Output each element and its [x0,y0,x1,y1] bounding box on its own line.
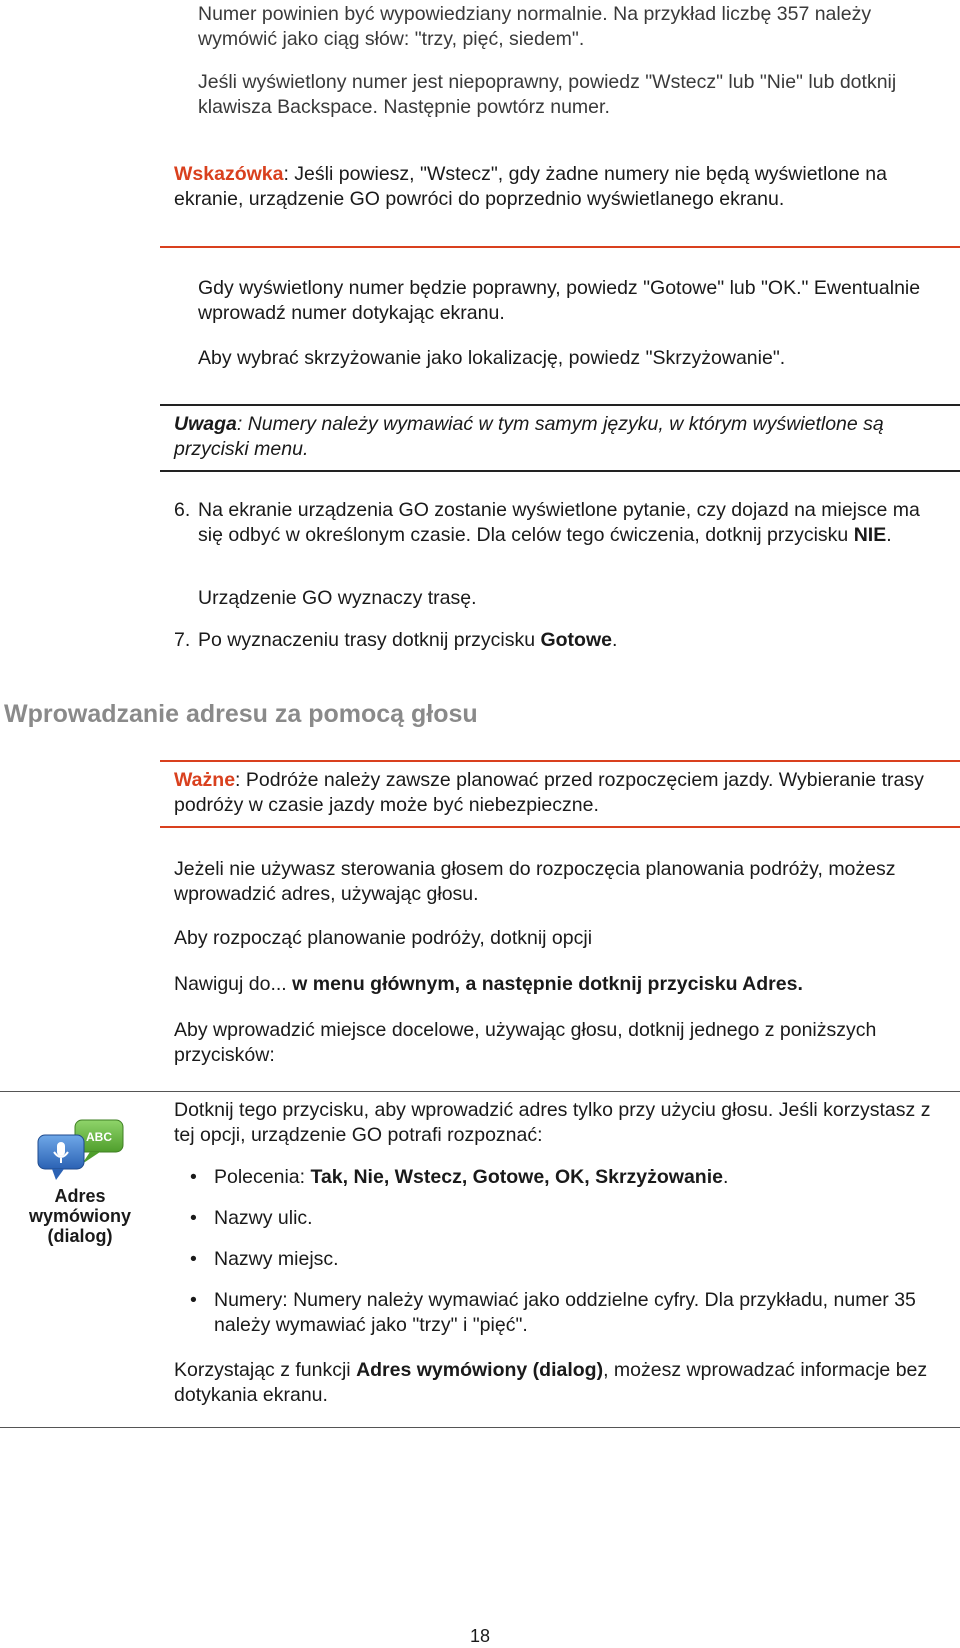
paragraph-voice-address: Jeżeli nie używasz sterowania głosem do rozpoczęcia planowania podróży, możesz wprowadzić adres, używając głosu. [174,858,896,905]
tip-text: : Jeśli powiesz, "Wstecz", gdy żadne numery nie będą wyświetlone na ekranie, urządzenie GO powróci do poprzednio wyświetlanego ekranu. [174,163,887,210]
paragraph-number-pronunciation: Numer powinien być wypowiedziany normalnie. Na przykład liczbę 357 należy wymówić jako ciąg słów: "trzy, pięć, siedem". [198,3,872,50]
tip-label: Wskazówka [174,163,284,185]
spoken-address-outro [174,1358,949,1408]
important-text: : Podróże należy zawsze planować przed rozpoczęciem jazdy. Wybieranie trasy podróży w czasie jazdy może być niebezpieczne. [174,769,924,816]
navigate-to-instruction: w menu głównym, a następnie dotknij przycisku Adres. [286,973,803,995]
paragraph-choose-button: Aby wprowadzić miejsce docelowe, używając głosu, dotknij jednego z poniższych przycisków: [174,1019,877,1066]
numbers-item: Numery: Numery należy wymawiać jako oddzielne cyfry. Dla przykładu, numer 35 należy wymawiać jako "trzy" i "pięć". [214,1289,916,1336]
outro-end: , możesz wprowadzać informacje bez dotykania ekranu. [174,1359,928,1406]
table-divider-bottom [0,1427,960,1428]
bullet: • [190,1166,197,1188]
important-note [174,768,949,818]
list-item [174,1247,944,1272]
navigate-to-ref: Nawiguj do... [174,973,287,995]
table-divider-top [0,1091,960,1092]
tip-divider [160,246,960,248]
page-number: 18 [469,1626,491,1646]
abc-text: ABC [86,1130,112,1144]
spoken-address-button[interactable] [30,1110,130,1180]
step-6-number: 6. [174,499,191,521]
places-item: Nazwy miejsc. [214,1248,339,1270]
bullet: • [190,1289,197,1311]
spoken-address-caption: Adres wymówiony (dialog) [28,1186,131,1246]
list-item [174,1206,944,1231]
note [174,412,949,462]
list-item [174,1288,944,1338]
step-6-text [198,498,948,548]
step-6-result: Urządzenie GO wyznaczy trasę. [198,587,477,609]
step-6-end: . [886,524,892,546]
commands-end: . [722,1166,729,1188]
step-6-body: Na ekranie urządzenia GO zostanie wyświetlone pytanie, czy dojazd na miejsce ma się odbyć w określonym czasie. Dla celów tego ćwiczenia, dotknij przycisku [198,499,920,546]
note-label: Uwaga [174,413,237,435]
commands-values: Tak, Nie, Wstecz, Gotowe, OK, Skrzyżowanie [310,1166,723,1188]
nie-button-ref: NIE [853,524,887,546]
list-item [174,1165,944,1190]
paragraph-number-correct: Gdy wyświetlony numer będzie poprawny, powiedz "Gotowe" lub "OK." Ewentualnie wprowadź numer dotykając ekranu. [198,277,921,324]
streets-item: Nazwy ulic. [214,1207,313,1229]
paragraph-start-planning: Aby rozpocząć planowanie podróży, dotknij opcji [174,927,593,949]
section-title: Wprowadzanie adresu za pomocą głosu [4,700,478,728]
paragraph-junction: Aby wybrać skrzyżowanie jako lokalizację, powiedz "Skrzyżowanie". [198,347,786,369]
step-7-end: . [611,629,618,651]
outro-start: Korzystając z funkcji [174,1359,357,1381]
step-7-body: Po wyznaczeniu trasy dotknij przycisku [198,629,541,651]
step-7-number: 7. [174,629,191,651]
note-divider-top [160,404,960,406]
commands-label: Polecenia: [214,1166,311,1188]
important-divider-top [160,760,960,762]
paragraph-navigate-to [174,972,949,997]
paragraph-incorrect-number: Jeśli wyświetlony numer jest niepoprawny, powiedz "Wstecz" lub "Nie" lub dotknij klawisza Backspace. Następnie powtórz numer. [198,71,897,118]
spoken-address-intro: Dotknij tego przycisku, aby wprowadzić adres tylko przy użyciu głosu. Jeśli korzystasz z tej opcji, urządzenie GO potrafi rozpoznać: [174,1099,931,1146]
bullet: • [190,1207,197,1229]
tip-note [174,162,949,212]
recognized-items-list [174,1165,944,1354]
step-7-text [198,628,948,653]
bullet: • [190,1248,197,1270]
important-label: Ważne [174,769,236,791]
note-divider-bottom [160,470,960,472]
important-divider-bottom [160,826,960,828]
outro-feature: Adres wymówiony (dialog) [356,1359,604,1381]
speech-bubbles-icon [30,1110,130,1180]
note-text: : Numery należy wymawiać w tym samym języku, w którym wyświetlone są przyciski menu. [174,413,884,460]
gotowe-button-ref: Gotowe [540,629,612,651]
